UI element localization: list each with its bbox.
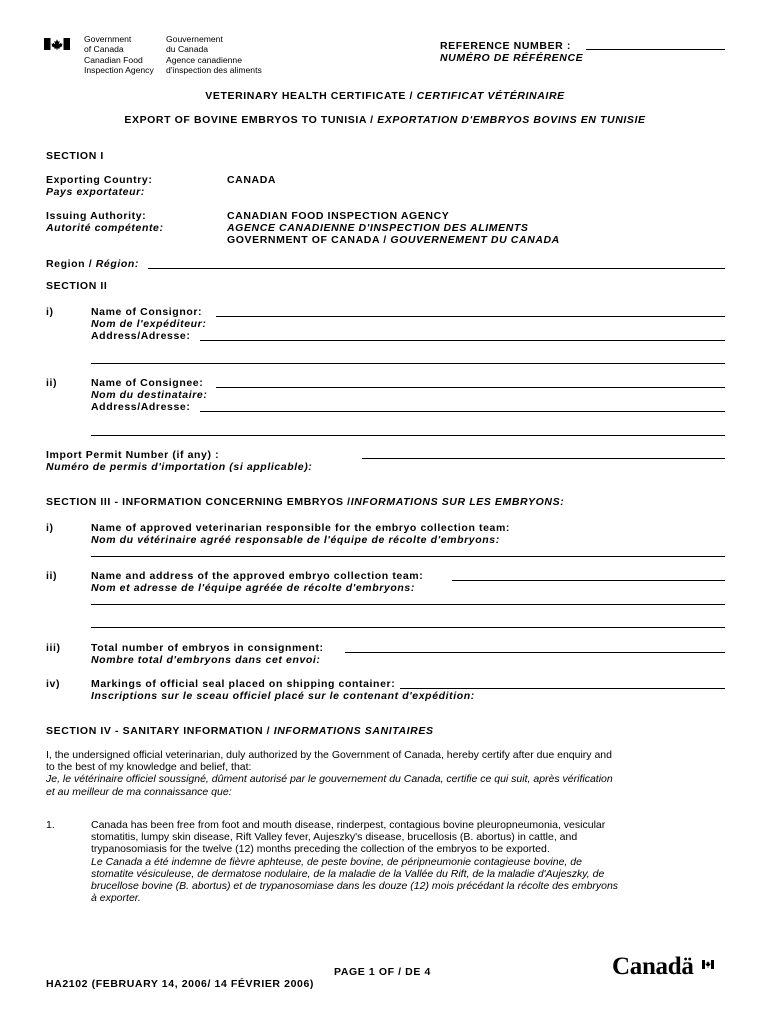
subtitle-fr: EXPORTATION D'EMBRYOS BOVINS EN TUNISIE — [377, 114, 646, 126]
veterinarian-field[interactable] — [91, 556, 725, 557]
section-2-heading: SECTION II — [46, 280, 108, 292]
total-embryos-field[interactable] — [345, 652, 725, 653]
item-i-label: i) — [46, 306, 54, 318]
collection-team-field-3[interactable] — [91, 627, 725, 628]
consignee-label-fr: Nom du destinataire: — [91, 389, 208, 401]
section-3-heading-fr: INFORMATIONS SUR LES EMBRYONS: — [350, 496, 565, 508]
consignee-address-field-2[interactable] — [91, 435, 725, 436]
exporting-country-value: CANADA — [227, 174, 277, 186]
seal-markings-field[interactable] — [400, 688, 725, 689]
gov-en-line1: Government — [84, 34, 132, 44]
canada-flag-icon — [44, 37, 70, 49]
gov-fr-line1: Gouvernement — [166, 34, 223, 44]
consignee-address-field[interactable] — [200, 411, 725, 412]
consignee-address-label: Address/Adresse: — [91, 401, 191, 413]
agency-fr-line2: d'inspection des aliments — [166, 64, 262, 75]
subtitle-en: EXPORT OF BOVINE EMBRYOS TO TUNISIA / — [124, 114, 378, 126]
seal-markings-label-fr: Inscriptions sur le sceau officiel placé sur le contenant d'expédition: — [91, 690, 475, 702]
item1-en-line2: stomatitis, lumpy skin disease, Rift Valley fever, Aujeszky's disease, brucellosis (B. abortus) in cattle, and — [91, 831, 578, 844]
intro-en-line1: I, the undersigned official veterinarian, duly authorized by the Government of Canada, hereby certify after due enquiry and — [46, 749, 612, 761]
gov-canada-en: GOVERNMENT OF CANADA / — [227, 234, 391, 246]
item1-en-line3: trypanosomiasis for the twelve (12) months preceding the collection of the embryos to be exported. — [91, 843, 550, 856]
consignor-address-label: Address/Adresse: — [91, 330, 191, 342]
title-en: VETERINARY HEALTH CERTIFICATE / — [205, 90, 417, 102]
reference-number-label: REFERENCE NUMBER : — [440, 40, 571, 52]
item1-fr-line4: à exporter. — [91, 892, 141, 905]
veterinarian-label-fr: Nom du vétérinaire agréé responsable de l'équipe de récolte d'embryons: — [91, 534, 500, 546]
s3-item-iv-label: iv) — [46, 678, 61, 690]
certificate-subtitle — [0, 114, 770, 126]
item-1-text — [91, 819, 618, 904]
veterinarian-label: Name of approved veterinarian responsible for the embryo collection team: — [91, 522, 510, 534]
section-4-heading-fr: INFORMATIONS SANITAIRES — [273, 725, 434, 737]
issuing-authority-value-1: CANADIAN FOOD INSPECTION AGENCY — [227, 210, 450, 222]
region-label-fr: Région: — [95, 258, 140, 270]
issuing-authority-value-2: AGENCE CANADIENNE D'INSPECTION DES ALIMENTS — [227, 222, 529, 234]
item1-fr-line2: stomatite vésiculeuse, de dermatose nodulaire, de la maladie de la Vallée du Rift, de la maladie d'Aujeszky, de — [91, 867, 605, 880]
region-label — [46, 258, 139, 270]
collection-team-field-2[interactable] — [91, 604, 725, 605]
reference-number-field[interactable] — [586, 49, 725, 50]
reference-number-label-fr: NUMÉRO DE RÉFÉRENCE — [440, 52, 584, 64]
import-permit-label-fr: Numéro de permis d'importation (si applicable): — [46, 461, 313, 473]
page-number: PAGE 1 OF / DE 4 — [334, 966, 431, 978]
consignor-field[interactable] — [216, 316, 725, 317]
intro-fr-line1: Je, le vétérinaire officiel soussigné, dûment autorisé par le gouvernement du Canada, certifie ce qui suit, après vérification — [46, 773, 613, 786]
issuing-authority-label-fr: Autorité compétente: — [46, 222, 164, 234]
collection-team-field[interactable] — [452, 580, 725, 581]
agency-en-block — [84, 56, 154, 75]
consignor-address-field[interactable] — [200, 340, 725, 341]
gov-fr-block — [166, 35, 223, 54]
s3-item-i-label: i) — [46, 522, 54, 534]
consignee-field[interactable] — [216, 387, 725, 388]
exporting-country-label: Exporting Country: — [46, 174, 153, 186]
s3-item-iii-label: iii) — [46, 642, 61, 654]
item1-fr-line1: Le Canada a été indemne de fièvre aphteuse, de peste bovine, de péripneumonie contagieuse bovine, de — [91, 855, 582, 868]
import-permit-field[interactable] — [362, 458, 725, 459]
total-embryos-label-fr: Nombre total d'embryons dans cet envoi: — [91, 654, 321, 666]
agency-en-line1: Canadian Food — [84, 55, 143, 65]
wordmark-flag-icon — [702, 956, 714, 965]
title-fr: CERTIFICAT VÉTÉRINAIRE — [416, 90, 565, 102]
exporting-country-label-fr: Pays exportateur: — [46, 186, 145, 198]
consignor-address-field-2[interactable] — [91, 363, 725, 364]
issuing-authority-value-3 — [227, 234, 560, 246]
total-embryos-label: Total number of embryos in consignment: — [91, 642, 324, 654]
item-1-number: 1. — [46, 819, 55, 831]
consignor-label: Name of Consignor: — [91, 306, 203, 318]
region-field[interactable] — [148, 268, 725, 269]
intro-fr-line2: et au meilleur de ma connaissance que: — [46, 785, 232, 798]
region-label-en: Region / — [46, 258, 96, 270]
item1-fr-line3: brucellose bovine (B. abortus) et de trypanosomiase dans les douze (12) mois précédant la récolte des embryons — [91, 880, 619, 893]
consignee-label: Name of Consignee: — [91, 377, 204, 389]
certification-intro — [46, 749, 613, 798]
issuing-authority-label: Issuing Authority: — [46, 210, 147, 222]
agency-fr-line1: Agence canadienne — [166, 55, 242, 65]
item1-en-line1: Canada has been free from foot and mouth disease, rinderpest, contagious bovine pleuropneumonia, vesicular — [91, 819, 606, 831]
intro-en-line2: to the best of my knowledge and belief, that: — [46, 761, 252, 774]
seal-markings-label: Markings of official seal placed on shipping container: — [91, 678, 396, 690]
s3-item-ii-label: ii) — [46, 570, 58, 582]
section-3-heading — [46, 496, 564, 508]
canada-wordmark: Canadä — [612, 953, 694, 980]
collection-team-label-fr: Nom et adresse de l'équipe agréée de récolte d'embryons: — [91, 582, 415, 594]
section-3-heading-en: SECTION III - INFORMATION CONCERNING EMBRYOS / — [46, 496, 351, 508]
item-ii-label: ii) — [46, 377, 58, 389]
gov-en-block — [84, 35, 131, 54]
section-4-heading — [46, 725, 434, 737]
section-4-heading-en: SECTION IV - SANITARY INFORMATION / — [46, 725, 274, 737]
consignor-label-fr: Nom de l'expéditeur: — [91, 318, 207, 330]
gov-en-line2: of Canada — [84, 43, 124, 54]
agency-en-line2: Inspection Agency — [84, 64, 154, 75]
section-1-heading: SECTION I — [46, 150, 104, 162]
collection-team-label: Name and address of the approved embryo collection team: — [91, 570, 424, 582]
import-permit-label: Import Permit Number (if any) : — [46, 449, 220, 461]
gov-fr-line2: du Canada — [166, 43, 209, 54]
gov-canada-fr: GOUVERNEMENT DU CANADA — [390, 234, 560, 246]
form-identifier: HA2102 (FEBRUARY 14, 2006/ 14 FÉVRIER 2006) — [46, 978, 314, 990]
certificate-title — [0, 90, 770, 102]
agency-fr-block — [166, 56, 262, 75]
